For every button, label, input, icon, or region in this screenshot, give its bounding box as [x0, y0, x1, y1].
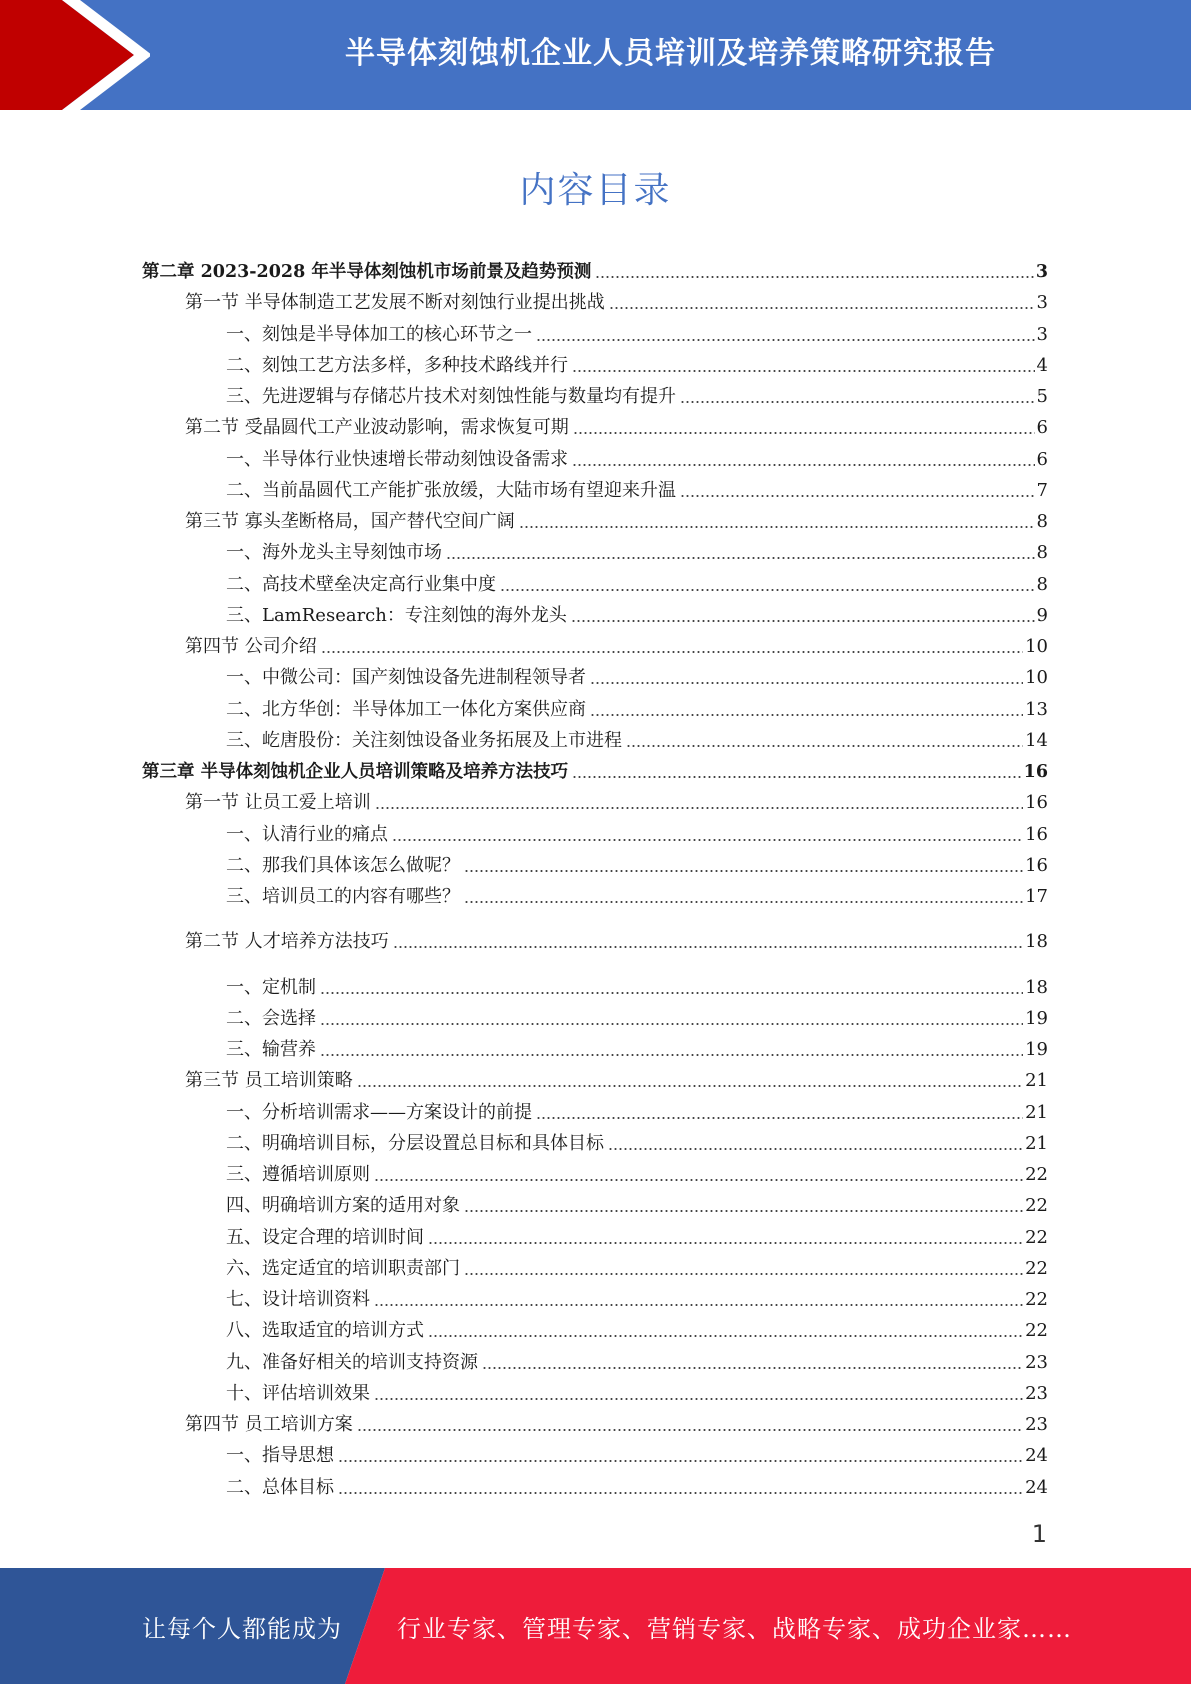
toc-entry-title: 二、总体目标	[226, 1476, 334, 1498]
toc-entry-title: 二、当前晶圆代工产能扩张放缓，大陆市场有望迎来升温	[226, 479, 676, 501]
toc-entry-page: 21	[1025, 1101, 1048, 1123]
toc-entry-title: 第一节 让员工爱上培训	[185, 792, 371, 814]
toc-entry[interactable]	[185, 922, 1048, 953]
toc-entry[interactable]	[226, 846, 1048, 877]
toc-entry-title: 三、遵循培训原则	[226, 1164, 370, 1185]
toc-entry-page: 8	[1036, 573, 1048, 595]
toc-entry-page: 4	[1036, 354, 1048, 376]
report-title: 半导体刻蚀机企业人员培训及培养策略研究报告	[345, 36, 996, 71]
toc-entry-page: 18	[1025, 976, 1048, 998]
toc-entry[interactable]	[226, 596, 1048, 627]
toc-entry[interactable]	[226, 565, 1048, 596]
toc-entry-title: 二、那我们具体该怎么做呢？	[226, 854, 460, 876]
toc-dot-leader	[536, 339, 1035, 341]
toc-dot-leader	[464, 1273, 1023, 1275]
toc-entry-page: 6	[1036, 448, 1048, 470]
toc-entry-title: 第四节 员工培训方案	[185, 1414, 353, 1435]
toc-entry-page: 22	[1025, 1320, 1048, 1342]
toc-entry[interactable]	[226, 440, 1048, 471]
toc-entry[interactable]	[226, 471, 1048, 502]
toc-dot-leader	[464, 901, 1023, 903]
toc-dot-leader	[392, 839, 1023, 841]
toc-entry[interactable]	[185, 783, 1048, 814]
toc-entry[interactable]	[226, 999, 1048, 1030]
toc-entry-title: 三、屹唐股份：关注刻蚀设备业务拓展及上市进程	[226, 729, 622, 751]
toc-entry[interactable]	[185, 283, 1048, 314]
toc-dot-leader	[590, 682, 1023, 684]
toc-entry[interactable]	[226, 346, 1048, 377]
toc-entry[interactable]	[226, 1343, 1048, 1374]
toc-dot-leader	[626, 745, 1023, 747]
toc-entry-page: 21	[1025, 1132, 1048, 1154]
toc-entry-page: 17	[1025, 886, 1048, 907]
toc-dot-leader	[357, 1085, 1023, 1087]
toc-dot-leader	[519, 526, 1035, 528]
toc-entry-title: 第三节 寡头垄断格局，国产替代空间广阔	[185, 511, 515, 532]
toc-entry-page: 8	[1036, 511, 1048, 532]
toc-dot-leader	[320, 1054, 1023, 1056]
footer-slogan-right: 行业专家、管理专家、营销专家、战略专家、成功企业家……	[397, 1614, 1072, 1643]
toc-entry-page: 9	[1036, 604, 1048, 626]
toc-dot-leader	[320, 992, 1023, 994]
toc-entry-title: 第二节 受晶圆代工产业波动影响，需求恢复可期	[185, 417, 569, 439]
toc-entry-page: 14	[1025, 729, 1048, 751]
toc-entry-title: 一、刻蚀是半导体加工的核心环节之一	[226, 323, 532, 345]
toc-dot-leader	[338, 1460, 1023, 1462]
toc-entry[interactable]	[226, 1030, 1048, 1061]
toc-dot-leader	[595, 276, 1033, 278]
toc-dot-leader	[572, 464, 1035, 466]
toc-entry-page: 19	[1025, 1007, 1048, 1029]
toc-dot-leader	[393, 946, 1023, 948]
toc-entry-page: 13	[1025, 698, 1048, 720]
toc-entry[interactable]	[226, 1436, 1048, 1467]
toc-entry-page: 24	[1025, 1445, 1048, 1467]
footer-banner	[0, 1568, 1191, 1684]
toc-entry-page: 3	[1036, 292, 1048, 314]
toc-dot-leader	[321, 651, 1023, 653]
toc-dot-leader	[374, 1398, 1023, 1400]
toc-entry-page: 3	[1036, 323, 1048, 345]
toc-entry-page: 10	[1025, 636, 1048, 657]
toc-entry-title: 二、高技术壁垒决定高行业集中度	[226, 573, 496, 595]
toc-entry-title: 十、评估培训效果	[226, 1382, 370, 1404]
toc-entry-title: 三、培训员工的内容有哪些？	[226, 886, 460, 907]
toc-entry-title: 第三节 员工培训策略	[185, 1070, 353, 1092]
toc-entry[interactable]	[185, 1061, 1048, 1092]
toc-entry-title: 第二章 2023-2028 年半导体刻蚀机市场前景及趋势预测	[142, 262, 592, 282]
toc-entry-page: 19	[1025, 1039, 1048, 1060]
toc-entry-title: 二、北方华创：半导体加工一体化方案供应商	[226, 698, 586, 720]
toc-entry-page: 22	[1025, 1195, 1048, 1217]
toc-entry-title: 第三章 半导体刻蚀机企业人员培训策略及培养方法技巧	[142, 762, 569, 782]
toc-entry[interactable]	[142, 252, 1048, 283]
toc-entry[interactable]	[142, 752, 1048, 783]
toc-entry-page: 24	[1025, 1476, 1048, 1498]
toc-dot-leader	[357, 1429, 1023, 1431]
toc-entry[interactable]	[226, 968, 1048, 999]
toc-entry-page: 16	[1025, 823, 1048, 845]
toc-entry[interactable]	[226, 1280, 1048, 1311]
toc-entry-page: 22	[1025, 1226, 1048, 1248]
toc-entry[interactable]	[226, 815, 1048, 846]
toc-entry[interactable]	[226, 658, 1048, 689]
toc-entry-page: 16	[1025, 792, 1048, 814]
toc-entry[interactable]	[226, 1124, 1048, 1155]
toc-entry-page: 22	[1025, 1289, 1048, 1310]
toc-entry-title: 一、分析培训需求——方案设计的前提	[226, 1101, 532, 1123]
toc-dot-leader	[680, 495, 1035, 497]
toc-entry-title: 三、输营养	[226, 1039, 316, 1060]
toc-entry-title: 九、准备好相关的培训支持资源	[226, 1351, 478, 1373]
toc-dot-leader	[482, 1367, 1023, 1369]
toc-dot-leader	[572, 776, 1022, 778]
toc-entry[interactable]	[226, 1468, 1048, 1499]
toc-dot-leader	[590, 714, 1023, 716]
toc-entry-page: 21	[1025, 1070, 1048, 1092]
footer-slogan-left: 让每个人都能成为	[142, 1614, 342, 1643]
toc-entry-title: 七、设计培训资料	[226, 1289, 370, 1310]
toc-dot-leader	[571, 620, 1035, 622]
toc-dot-leader	[446, 557, 1035, 559]
toc-entry-title: 第二节 人才培养方法技巧	[185, 931, 389, 953]
toc-entry-title: 一、定机制	[226, 976, 316, 998]
header-chevron-icon	[0, 0, 150, 110]
toc-entry-title: 一、认清行业的痛点	[226, 823, 388, 845]
toc-dot-leader	[375, 807, 1023, 809]
toc-dot-leader	[320, 1023, 1023, 1025]
toc-entry-title: 一、半导体行业快速增长带动刻蚀设备需求	[226, 448, 568, 470]
toc-entry-page: 16	[1025, 854, 1048, 876]
toc-entry-title: 五、设定合理的培训时间	[226, 1226, 424, 1248]
toc-dot-leader	[374, 1179, 1023, 1181]
toc-entry-page: 5	[1036, 386, 1048, 407]
toc-entry[interactable]	[226, 533, 1048, 564]
toc-dot-leader	[428, 1242, 1023, 1244]
toc-entry[interactable]	[226, 1155, 1048, 1186]
toc-entry-page: 23	[1025, 1414, 1048, 1435]
toc-dot-leader	[608, 1148, 1023, 1150]
toc-dot-leader	[464, 870, 1023, 872]
toc-entry-page: 22	[1025, 1257, 1048, 1279]
toc-dot-leader	[680, 401, 1035, 403]
toc-entry-title: 四、明确培训方案的适用对象	[226, 1195, 460, 1217]
toc-entry-page: 18	[1025, 931, 1048, 953]
toc-entry[interactable]	[226, 877, 1048, 908]
toc-entry[interactable]	[226, 1374, 1048, 1405]
toc-entry-page: 8	[1036, 542, 1048, 564]
toc-entry[interactable]	[226, 315, 1048, 346]
toc-entry[interactable]	[185, 1405, 1048, 1436]
toc-entry-title: 一、海外龙头主导刻蚀市场	[226, 542, 442, 564]
toc-entry-page: 6	[1036, 417, 1048, 439]
toc-entry-title: 二、明确培训目标，分层设置总目标和具体目标	[226, 1132, 604, 1154]
toc-dot-leader	[374, 1304, 1023, 1306]
toc-entry[interactable]	[226, 1311, 1048, 1342]
toc-entry-page: 10	[1025, 667, 1048, 689]
toc-dot-leader	[572, 370, 1035, 372]
toc-entry-page: 23	[1025, 1382, 1048, 1404]
toc-entry[interactable]	[226, 690, 1048, 721]
toc-entry[interactable]	[226, 721, 1048, 752]
toc-entry-title: 三、先进逻辑与存储芯片技术对刻蚀性能与数量均有提升	[226, 386, 676, 407]
toc-title: 内容目录	[519, 170, 672, 211]
toc-entry-title: 第一节 半导体制造工艺发展不断对刻蚀行业提出挑战	[185, 292, 605, 314]
toc-dot-leader	[428, 1335, 1023, 1337]
toc-dot-leader	[500, 589, 1035, 591]
toc-dot-leader	[464, 1210, 1023, 1212]
toc-entry[interactable]	[226, 1186, 1048, 1217]
header-banner	[0, 0, 1191, 110]
toc-entry[interactable]	[226, 1249, 1048, 1280]
toc-entry[interactable]	[185, 627, 1048, 658]
page-number: 1	[1031, 1520, 1047, 1548]
toc-dot-leader	[536, 1117, 1023, 1119]
toc-entry-title: 三、LamResearch：专注刻蚀的海外龙头	[226, 604, 567, 626]
toc-entry-page: 22	[1025, 1164, 1048, 1185]
toc-entry-page: 23	[1025, 1351, 1048, 1373]
toc-entry[interactable]	[226, 377, 1048, 408]
toc-dot-leader	[338, 1492, 1023, 1494]
toc-entry-title: 第四节 公司介绍	[185, 636, 317, 657]
toc-entry-title: 八、选取适宜的培训方式	[226, 1320, 424, 1342]
toc-entry[interactable]	[226, 1218, 1048, 1249]
toc-entry[interactable]	[226, 1093, 1048, 1124]
toc-entry[interactable]	[185, 408, 1048, 439]
toc-dot-leader	[609, 307, 1035, 309]
toc-entry-title: 一、中微公司：国产刻蚀设备先进制程领导者	[226, 667, 586, 689]
toc-entry-page: 3	[1035, 262, 1048, 282]
toc-entry-title: 二、会选择	[226, 1007, 316, 1029]
toc-entry-page: 7	[1036, 479, 1048, 501]
toc-entry[interactable]	[185, 502, 1048, 533]
toc-entry-title: 一、指导思想	[226, 1445, 334, 1467]
toc-entry-title: 二、刻蚀工艺方法多样，多种技术路线并行	[226, 354, 568, 376]
toc-entry-page: 16	[1023, 762, 1048, 782]
toc-entry-title: 六、选定适宜的培训职责部门	[226, 1257, 460, 1279]
toc-dot-leader	[573, 432, 1035, 434]
